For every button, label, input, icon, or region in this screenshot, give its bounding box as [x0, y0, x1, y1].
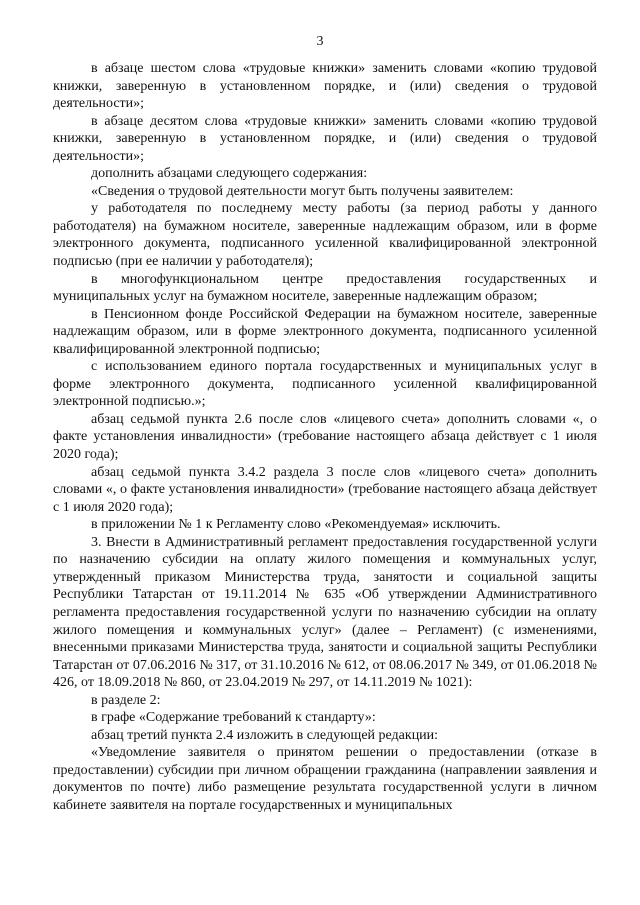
paragraph-1: в абзаце шестом слова «трудовые книжки» заменить словами «копию трудовой книжки, заверенную в установленном порядке, и (или) сведения о трудовой деятельности»;	[53, 61, 597, 112]
paragraph-12: 3. Внести в Административный регламент предоставления государственной услуги по назначению субсидии на оплату жилого помещения и коммунальных услуг, утвержденный приказом Министерства труда, занятости и социальной защиты Республики Татарстан от 19.11.2014 № 635 «Об утверждении Административного регламента предоставления государственной услуги по назначению субсидии на оплату жилого помещения и коммунальных услуг» (далее – Регламент) (с изменениями, внесенными приказами Министерства труда, занятости и социальной защиты Республики Татарстан от 07.06.2016 № 317, от 31.10.2016 № 612, от 08.06.2017 № 349, от 01.06.2018 № 426, от 18.09.2018 № 860, от 23.04.2019 № 297, от 14.11.2019 № 1021):	[53, 534, 597, 691]
paragraph-3: дополнить абзацами следующего содержания:	[91, 166, 368, 182]
paragraph-7: в Пенсионном фонде Российской Федерации на бумажном носителе, заверенные надлежащим образом, или в форме электронного документа, подписанного усиленной квалифицированной электронной подписью;	[53, 306, 597, 357]
paragraph-10: абзац седьмой пункта 3.4.2 раздела 3 после слов «лицевого счета» дополнить словами «, о факте установления инвалидности» (требование настоящего абзаца действует с 1 июля 2020 года);	[53, 464, 597, 515]
paragraph-4: «Сведения о трудовой деятельности могут быть получены заявителем:	[91, 183, 514, 199]
paragraph-13: в разделе 2:	[91, 692, 161, 708]
paragraph-6: в многофункциональном центре предоставления государственных и муниципальных услуг на бумажном носителе, заверенные надлежащим образом;	[53, 271, 597, 305]
paragraph-9: абзац седьмой пункта 2.6 после слов «лицевого счета» дополнить словами «, о факте установления инвалидности» (требование настоящего абзаца действует с 1 июля 2020 года);	[53, 411, 597, 463]
paragraph-2: в абзаце десятом слова «трудовые книжки» заменить словами «копию трудовой книжки, заверенную в установленном порядке, и (или) сведения о трудовой деятельности»;	[53, 113, 597, 164]
paragraph-14: в графе «Содержание требований к стандарту»:	[91, 710, 376, 726]
paragraph-11: в приложении № 1 к Регламенту слово «Рекомендуемая» исключить.	[91, 517, 501, 533]
paragraph-8: с использованием единого портала государственных и муниципальных услуг в форме электронного документа, подписанного усиленной квалифицированной электронной подписью.»;	[53, 359, 597, 410]
paragraph-15: абзац третий пункта 2.4 изложить в следующей редакции:	[91, 727, 439, 743]
document-body	[53, 60, 597, 815]
page-number: 3	[316, 34, 324, 49]
paragraph-5: у работодателя по последнему месту работы (за период работы у данного работодателя) на бумажном носителе, заверенные надлежащим образом, или в форме электронного документа, подписанного усиленной квалифицированной электронной подписью (при ее наличии у работодателя);	[53, 201, 597, 270]
paragraph-16: «Уведомление заявителя о принятом решении о предоставлении (отказе в предоставлении) субсидии при личном обращении гражданина (направлении заявления и документов по почте) либо размещение результата государственной услуги в личном кабинете заявителя на портале государственных и муниципальных	[53, 745, 597, 813]
